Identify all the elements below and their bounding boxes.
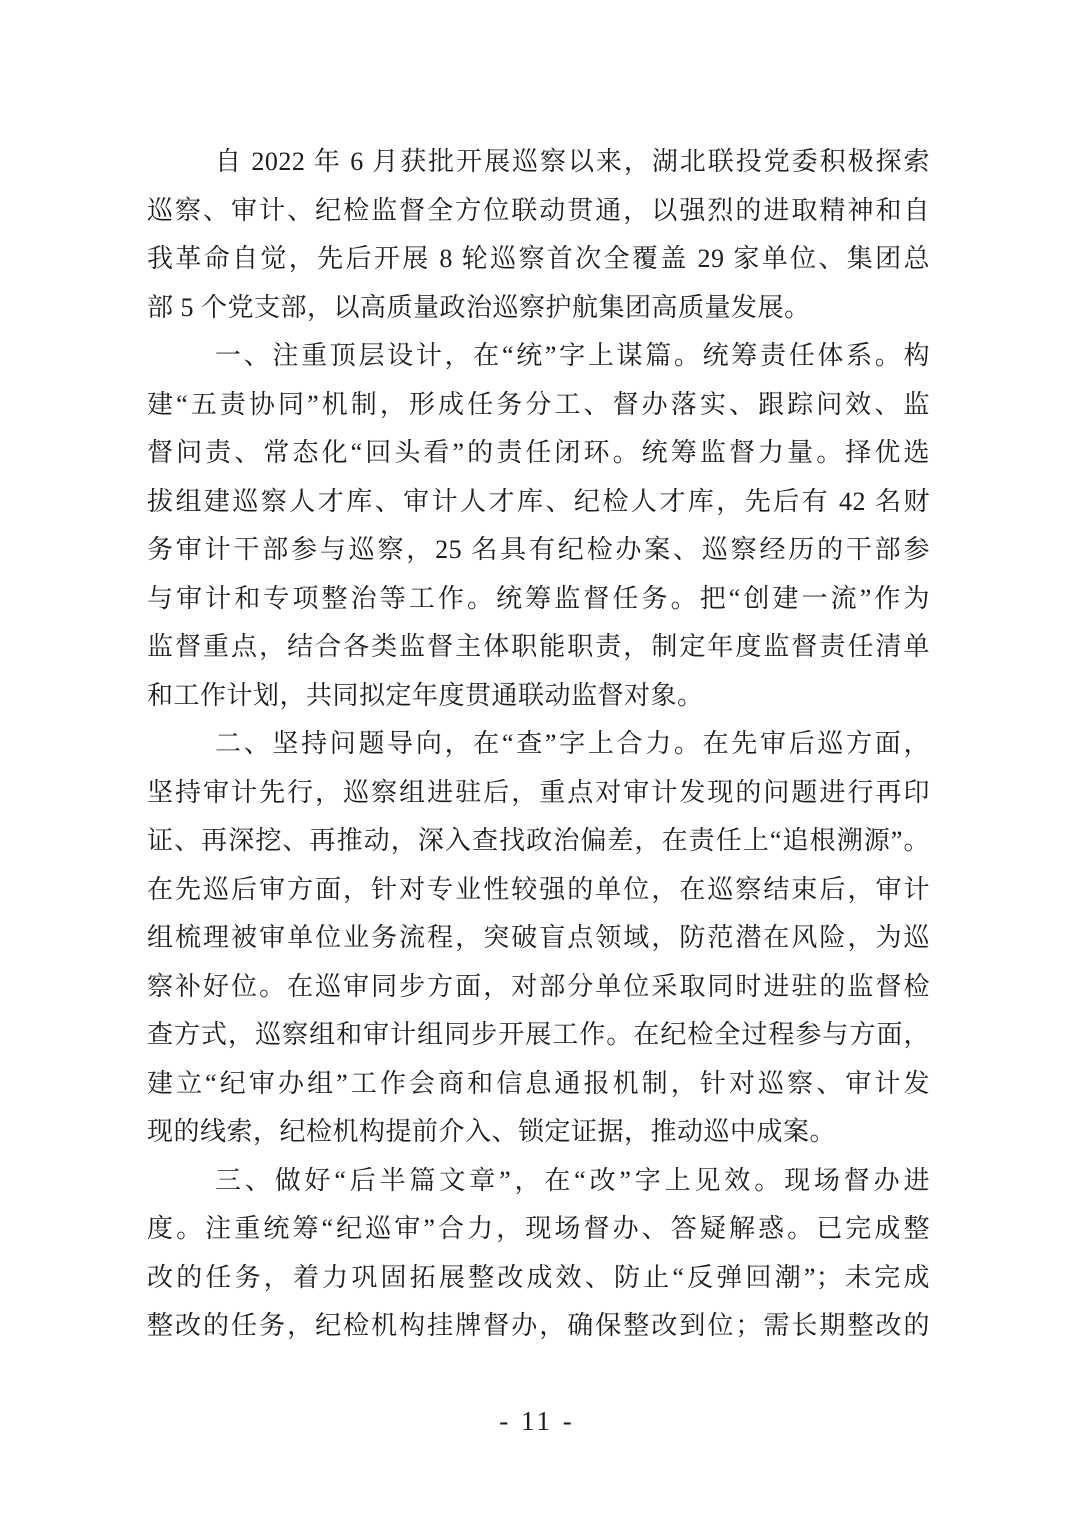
text-line: 和工作计划，共同拟定年度贯通联动监督对象。 <box>147 680 704 710</box>
text-line: 拔组建巡察人才库、审计人才库、纪检人才库，先后有 42 名财 <box>147 486 930 516</box>
document-body <box>147 138 930 1351</box>
text-line: 察补好位。在巡审同步方面，对部分单位采取同时进驻的监督检 <box>147 971 930 1001</box>
text-line: 我革命自觉，先后开展 8 轮巡察首次全覆盖 29 家单位、集团总 <box>147 244 930 273</box>
text-line: 巡察、审计、纪检监督全方位联动贯通，以强烈的进取精神和自 <box>147 195 930 225</box>
paragraph <box>147 720 930 1157</box>
text-line: 证、再深挖、再推动，深入查找政治偏差，在责任上“追根溯源”。 <box>147 826 930 855</box>
text-line: 三、做好“后半篇文章”，在“改”字上见效。现场督办进 <box>215 1165 930 1195</box>
text-line: 改的任务，着力巩固拓展整改成效、防止“反弹回潮”；未完成 <box>147 1262 930 1292</box>
paragraph <box>147 1157 930 1351</box>
text-line: 现的线索，纪检机构提前介入、锁定证据，推动巡中成案。 <box>147 1117 837 1146</box>
text-line: 二、坚持问题导向，在“查”字上合力。在先审后巡方面， <box>215 729 930 758</box>
text-line: 务审计干部参与巡察，25 名具有纪检办案、巡察经历的干部参 <box>147 535 930 564</box>
text-line: 组梳理被审单位业务流程，突破盲点领域，防范潜在风险，为巡 <box>147 923 930 952</box>
text-line: 查方式，巡察组和审计组同步开展工作。在纪检全过程参与方面， <box>147 1020 930 1049</box>
paragraph <box>147 138 930 332</box>
text-line: 坚持审计先行，巡察组进驻后，重点对审计发现的问题进行再印 <box>147 777 930 807</box>
paragraph <box>147 332 930 720</box>
text-line: 自 2022 年 6 月获批开展巡察以来，湖北联投党委积极探索 <box>215 147 930 176</box>
text-line: 度。注重统筹“纪巡审”合力，现场督办、答疑解惑。已完成整 <box>147 1214 930 1243</box>
page-number: - 11 - <box>499 1406 575 1436</box>
text-line: 督问责、常态化“回头看”的责任闭环。统筹监督力量。择优选 <box>147 438 930 467</box>
text-line: 建立“纪审办组”工作会商和信息通报机制，针对巡察、审计发 <box>147 1068 930 1098</box>
text-line: 监督重点，结合各类监督主体职能职责，制定年度监督责任清单 <box>147 632 930 661</box>
text-line: 建“五责协同”机制，形成任务分工、督办落实、跟踪问效、监 <box>147 389 930 419</box>
text-line: 在先巡后审方面，针对专业性较强的单位，在巡察结束后，审计 <box>147 874 930 904</box>
text-line: 与审计和专项整治等工作。统筹监督任务。把“创建一流”作为 <box>147 583 930 613</box>
text-line: 整改的任务，纪检机构挂牌督办，确保整改到位；需长期整改的 <box>147 1311 930 1340</box>
text-line: 一、注重顶层设计，在“统”字上谋篇。统筹责任体系。构 <box>215 341 930 370</box>
text-line: 部 5 个党支部，以高质量政治巡察护航集团高质量发展。 <box>147 292 811 322</box>
